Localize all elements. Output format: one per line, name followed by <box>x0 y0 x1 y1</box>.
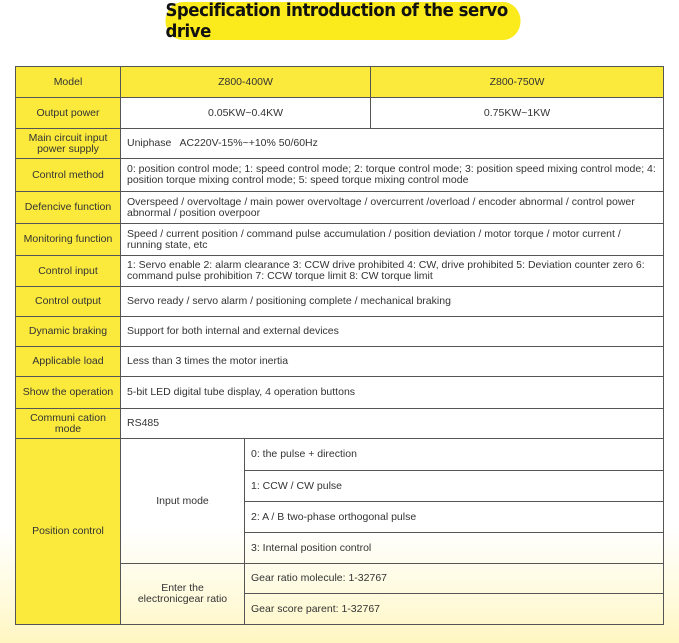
table-row <box>16 409 664 439</box>
communication-value: RS485 <box>121 409 664 439</box>
table-row <box>16 347 664 377</box>
table-row <box>16 67 664 98</box>
model-400w: Z800-400W <box>121 67 371 98</box>
applicable-load-value: Less than 3 times the motor inertia <box>121 347 664 377</box>
control-input-value: 1: Servo enable 2: alarm clearance 3: CCW drive prohibited 4: CW, drive prohibited 5: Deviation counter zero 6: command pulse prohibition 7: CCW torque limit 8: CW torque limit <box>121 256 664 287</box>
control-output-label: Control output <box>16 287 121 317</box>
communication-label: Communi cation mode <box>16 409 121 439</box>
dynamic-braking-value: Support for both internal and external devices <box>121 317 664 347</box>
control-method-label: Control method <box>16 159 121 192</box>
table-row <box>16 129 664 159</box>
applicable-load-label: Applicable load <box>16 347 121 377</box>
output-power-750w: 0.75KW~1KW <box>371 98 664 129</box>
dynamic-braking-label: Dynamic braking <box>16 317 121 347</box>
model-750w: Z800-750W <box>371 67 664 98</box>
input-mode-item: 2: A / B two-phase orthogonal pulse <box>245 502 664 533</box>
gear-ratio-item: Gear score parent: 1-32767 <box>245 594 664 625</box>
control-method-value: 0: position control mode; 1: speed control mode; 2: torque control mode; 3: position speed mixing control mode; 4: position torque mixing control mode; 5: speed torque mixing control mode <box>121 159 664 192</box>
table-row <box>16 256 664 287</box>
table-row <box>16 192 664 224</box>
defencive-label: Defencive function <box>16 192 121 224</box>
gear-ratio-label: Enter the electronicgear ratio <box>121 564 245 625</box>
control-input-label: Control input <box>16 256 121 287</box>
table-row <box>16 159 664 192</box>
input-mode-item: 1: CCW / CW pulse <box>245 471 664 502</box>
table-row <box>16 287 664 317</box>
table-row <box>16 439 664 471</box>
output-power-label: Output power <box>16 98 121 129</box>
gear-ratio-item: Gear ratio molecule: 1-32767 <box>245 564 664 594</box>
spec-table <box>15 66 664 625</box>
show-operation-value: 5-bit LED digital tube display, 4 operation buttons <box>121 377 664 409</box>
model-label: Model <box>16 67 121 98</box>
show-operation-label: Show the operation <box>16 377 121 409</box>
table-row <box>16 377 664 409</box>
page-title: Specification introduction of the servo drive <box>165 2 520 40</box>
control-output-value: Servo ready / servo alarm / positioning complete / mechanical braking <box>121 287 664 317</box>
table-row <box>16 98 664 129</box>
main-circuit-value: Uniphase AC220V-15%~+10% 50/60Hz <box>121 129 664 159</box>
position-control-label: Position control <box>16 439 121 625</box>
defencive-value: Overspeed / overvoltage / main power overvoltage / overcurrent /overload / encoder abnormal / control power abnormal / position overpoor <box>121 192 664 224</box>
table-row <box>16 317 664 347</box>
monitoring-label: Monitoring function <box>16 224 121 256</box>
input-mode-item: 3: Internal position control <box>245 533 664 564</box>
input-mode-label: Input mode <box>121 439 245 564</box>
monitoring-value: Speed / current position / command pulse accumulation / position deviation / motor torque / motor current / running state, etc <box>121 224 664 256</box>
output-power-400w: 0.05KW~0.4KW <box>121 98 371 129</box>
table-row <box>16 224 664 256</box>
input-mode-item: 0: the pulse + direction <box>245 439 664 471</box>
main-circuit-label: Main circuit input power supply <box>16 129 121 159</box>
